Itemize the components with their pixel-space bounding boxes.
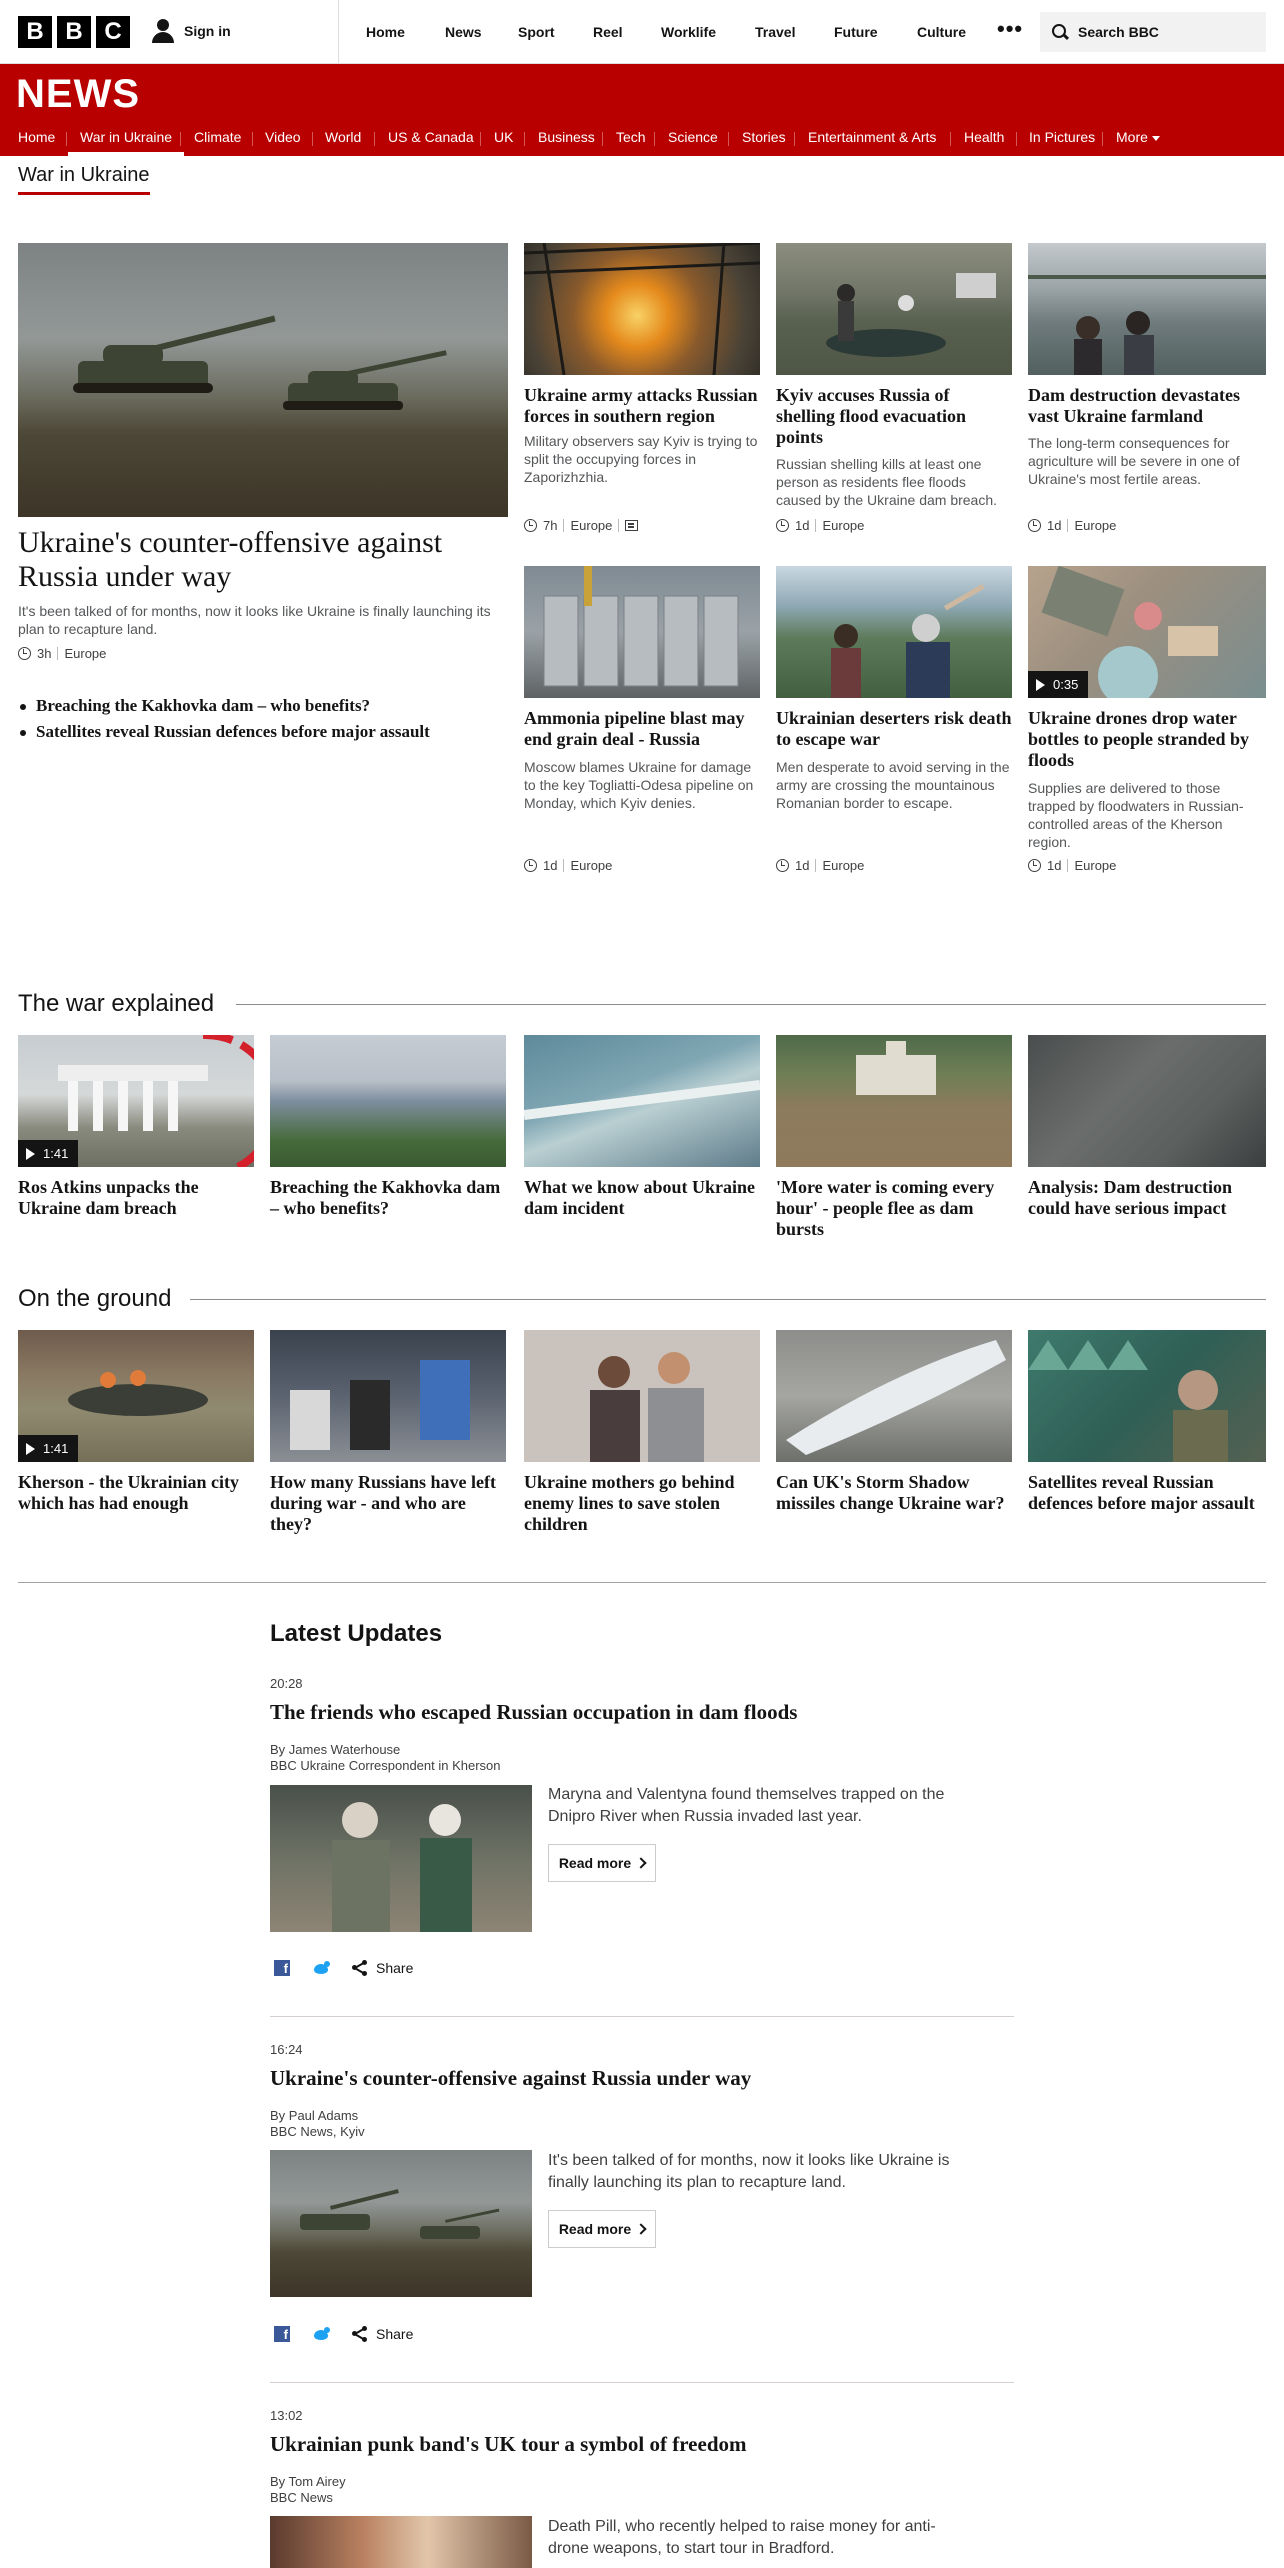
signin-label: Sign in	[184, 23, 231, 39]
timestamp: 1d	[1047, 518, 1062, 533]
card-image-storm-shadow-missile[interactable]	[776, 1330, 1012, 1462]
search-placeholder: Search BBC	[1078, 24, 1159, 40]
post-byline: By Tom Airey	[270, 2474, 346, 2489]
timestamp: 1d	[795, 518, 810, 533]
global-nav-home[interactable]: Home	[366, 24, 405, 40]
post-time: 13:02	[270, 2408, 303, 2423]
post-time: 20:28	[270, 1676, 303, 1691]
timestamp: 1d	[543, 858, 558, 873]
video-duration-badge	[18, 1435, 78, 1462]
news-nav-climate[interactable]: Climate	[194, 129, 242, 145]
topic-tag[interactable]: Europe	[64, 646, 107, 661]
post-image-punk-band[interactable]	[270, 2516, 532, 2568]
card-headline[interactable]: Kherson - the Ukrainian city which has had enough	[18, 1472, 240, 1513]
post-divider	[270, 2016, 1014, 2017]
story-meta	[524, 518, 638, 533]
story-image-flood-evacuation[interactable]	[776, 243, 1012, 375]
logo-letter: C	[96, 16, 130, 48]
news-nav-us-canada[interactable]: US & Canada	[388, 129, 474, 145]
video-duration-badge	[1028, 671, 1088, 698]
share-label: Share	[376, 2326, 414, 2342]
global-nav-worklife[interactable]: Worklife	[661, 24, 716, 40]
news-nav-home[interactable]: Home	[18, 129, 56, 145]
read-more-button[interactable]	[548, 1844, 656, 1882]
read-more-label: Read more	[558, 1855, 632, 1871]
post-image-women[interactable]	[270, 1785, 532, 1932]
play-icon	[1036, 679, 1045, 691]
video-duration: 1:41	[43, 1146, 69, 1161]
post-byline-role: BBC News	[270, 2490, 333, 2505]
news-nav-more[interactable]	[1116, 122, 1160, 156]
global-nav-future[interactable]: Future	[834, 24, 878, 40]
section-rule	[190, 1299, 1266, 1300]
clock-icon	[524, 519, 537, 532]
news-nav	[0, 122, 1284, 156]
global-nav-reel[interactable]: Reel	[593, 24, 623, 40]
bbc-logo[interactable]	[18, 16, 130, 48]
card-headline[interactable]: Ros Atkins unpacks the Ukraine dam breach	[18, 1177, 199, 1218]
story-image-flooded-farmland[interactable]	[1028, 243, 1266, 375]
topic-tag[interactable]: Europe	[1074, 858, 1117, 873]
more-label: More	[1116, 129, 1148, 145]
story-headline[interactable]: Ukraine drones drop water bottles to people stranded by floods	[1028, 708, 1250, 770]
comments-icon[interactable]	[625, 520, 638, 531]
lead-headline[interactable]: Ukraine's counter-offensive against Russia under way	[18, 526, 443, 593]
related-link[interactable]: Satellites reveal Russian defences before major assault	[18, 722, 430, 742]
play-icon	[26, 1148, 35, 1160]
news-nav-in-pictures[interactable]: In Pictures	[1029, 129, 1096, 145]
story-image-artillery[interactable]	[524, 243, 760, 375]
lead-image-tanks[interactable]	[18, 243, 508, 517]
related-link[interactable]: Breaching the Kakhovka dam – who benefits?	[18, 696, 430, 716]
card-image-flooded-town[interactable]	[776, 1035, 1012, 1167]
story-headline[interactable]: Ammonia pipeline blast may end grain deal - Russia	[524, 708, 745, 749]
post-time: 16:24	[270, 2042, 303, 2057]
timestamp: 1d	[795, 858, 810, 873]
clock-icon	[1028, 859, 1041, 872]
play-icon	[26, 1443, 35, 1455]
bbc-masthead	[0, 0, 1284, 64]
card-headline[interactable]: What we know about Ukraine dam incident	[524, 1177, 756, 1218]
card-headline[interactable]: Analysis: Dam destruction could have serious impact	[1028, 1177, 1233, 1218]
post-image-tanks[interactable]	[270, 2150, 532, 2297]
post-byline: By James Waterhouse	[270, 1742, 401, 1757]
post-byline-role: BBC Ukraine Correspondent in Kherson	[270, 1758, 501, 1773]
facebook-icon[interactable]: f	[274, 2326, 290, 2342]
story-summary: Moscow blames Ukraine for damage to the key Togliatti-Odesa pipeline on Monday, which Kyiv denies.	[524, 759, 754, 811]
story-image-drone-water[interactable]	[1028, 566, 1266, 698]
search-icon	[1052, 24, 1068, 40]
timestamp: 3h	[37, 646, 52, 661]
news-nav-business[interactable]: Business	[538, 129, 595, 145]
section-divider	[18, 1582, 1266, 1583]
logo-letter: B	[57, 16, 91, 48]
clock-icon	[524, 859, 537, 872]
post-byline: By Paul Adams	[270, 2108, 359, 2123]
read-more-label: Read more	[558, 2221, 632, 2237]
share-icon	[352, 2326, 368, 2342]
news-banner	[0, 64, 1284, 156]
global-nav-travel[interactable]: Travel	[755, 24, 796, 40]
news-nav-tech[interactable]: Tech	[616, 129, 646, 145]
story-meta	[776, 858, 864, 873]
lead-summary: It's been talked of for months, now it looks like Ukraine is finally launching its plan to recapture land.	[18, 603, 491, 637]
story-meta	[524, 858, 612, 873]
news-nav-war-in-ukraine[interactable]: War in Ukraine	[80, 122, 172, 156]
news-nav-health[interactable]: Health	[964, 129, 1005, 145]
post-byline-role: BBC News, Kyiv	[270, 2124, 365, 2139]
timestamp: 1d	[1047, 858, 1062, 873]
topic-tag[interactable]: Europe	[570, 518, 613, 533]
story-summary: Military observers say Kyiv is trying to split the occupying forces in Zaporizhzhia.	[524, 433, 758, 485]
story-image-grain-silos[interactable]	[524, 566, 760, 698]
story-image-mountains[interactable]	[776, 566, 1012, 698]
post-divider	[270, 2382, 1014, 2383]
story-summary: The long-term consequences for agriculture will be severe in one of Ukraine's most fertile areas.	[1028, 435, 1240, 487]
story-summary: Russian shelling kills at least one person as residents flee floods caused by the Ukraine dam breach.	[776, 456, 998, 508]
share-label: Share	[376, 1960, 414, 1976]
card-headline[interactable]: Breaching the Kakhovka dam – who benefits?	[270, 1177, 501, 1218]
post-headline[interactable]: The friends who escaped Russian occupation in dam floods	[270, 1700, 798, 1724]
card-image-satellite-defences[interactable]	[1028, 1330, 1266, 1462]
post-summary: It's been talked of for months, now it looks like Ukraine is finally launching its plan to recapture land.	[548, 2152, 950, 2191]
global-nav-sport[interactable]: Sport	[518, 24, 555, 40]
post-headline[interactable]: Ukraine's counter-offensive against Russia under way	[270, 2066, 752, 2090]
topic-tag[interactable]: Europe	[1074, 518, 1117, 533]
story-meta	[776, 518, 864, 533]
section-title-on-the-ground[interactable]: On the ground	[18, 1285, 172, 1312]
latest-updates-title: Latest Updates	[270, 1620, 443, 1647]
card-headline[interactable]: How many Russians have left during war - and who are they?	[270, 1472, 497, 1534]
story-headline[interactable]: Ukrainian deserters risk death to escape war	[776, 708, 1012, 749]
card-headline[interactable]: Ukraine mothers go behind enemy lines to save stolen children	[524, 1472, 735, 1534]
post-summary: Death Pill, who recently helped to raise money for anti-drone weapons, to start tour in Bradford.	[548, 2518, 936, 2557]
news-nav-science[interactable]: Science	[668, 129, 718, 145]
card-image-dam-satellite[interactable]	[1028, 1035, 1266, 1167]
story-headline[interactable]: Dam destruction devastates vast Ukraine farmland	[1028, 385, 1240, 426]
share-row	[274, 2326, 413, 2342]
twitter-icon[interactable]	[312, 1961, 330, 1975]
story-headline[interactable]: Kyiv accuses Russia of shelling flood evacuation points	[776, 385, 967, 447]
video-duration: 1:41	[43, 1441, 69, 1456]
story-headline[interactable]: Ukraine army attacks Russian forces in southern region	[524, 385, 758, 426]
share-button[interactable]	[352, 1960, 413, 1976]
lead-meta	[18, 646, 106, 661]
clock-icon	[776, 859, 789, 872]
search-input[interactable]	[1040, 12, 1266, 52]
card-image-mother-son[interactable]	[524, 1330, 760, 1462]
global-nav-culture[interactable]: Culture	[917, 24, 966, 40]
facebook-icon[interactable]: f	[274, 1960, 290, 1976]
card-image-dam-aerial[interactable]	[524, 1035, 760, 1167]
post-headline[interactable]: Ukrainian punk band's UK tour a symbol of freedom	[270, 2432, 747, 2456]
twitter-icon[interactable]	[312, 2327, 330, 2341]
card-image-kakhovka-dam[interactable]	[270, 1035, 506, 1167]
chevron-right-icon	[636, 1857, 647, 1868]
clock-icon	[1028, 519, 1041, 532]
logo-letter: B	[18, 16, 52, 48]
news-nav-world[interactable]: World	[325, 129, 362, 145]
news-nav-uk[interactable]: UK	[494, 129, 514, 145]
share-button[interactable]	[352, 2326, 413, 2342]
read-more-button[interactable]	[548, 2210, 656, 2248]
news-nav-video[interactable]: Video	[265, 129, 301, 145]
global-nav-news[interactable]: News	[445, 24, 482, 40]
card-headline[interactable]: Satellites reveal Russian defences before major assault	[1028, 1472, 1255, 1513]
more-menu-icon[interactable]: •••	[997, 16, 1024, 41]
post-summary: Maryna and Valentyna found themselves trapped on the Dnipro River when Russia invaded last year.	[548, 1786, 945, 1825]
video-duration: 0:35	[1053, 677, 1079, 692]
clock-icon	[776, 519, 789, 532]
card-headline[interactable]: 'More water is coming every hour' - people flee as dam bursts	[776, 1177, 995, 1239]
video-image-kherson-boat[interactable]	[18, 1330, 254, 1462]
news-logo[interactable]: NEWS	[16, 72, 140, 116]
news-nav-entertainment-arts[interactable]: Entertainment & Arts	[808, 129, 937, 145]
video-duration-badge	[18, 1140, 78, 1167]
section-rule	[236, 1004, 1266, 1005]
topic-tag[interactable]: Europe	[570, 858, 613, 873]
signin-link[interactable]	[150, 18, 231, 44]
story-summary: Men desperate to avoid serving in the army are crossing the mountainous Romanian border to escape.	[776, 759, 1010, 811]
user-icon	[150, 18, 176, 44]
card-image-crowd[interactable]	[270, 1330, 506, 1462]
share-icon	[352, 1960, 368, 1976]
card-headline[interactable]: Can UK's Storm Shadow missiles change Ukraine war?	[776, 1472, 1005, 1513]
related-links	[18, 696, 430, 748]
timestamp: 7h	[543, 518, 558, 533]
story-meta	[1028, 858, 1116, 873]
clock-icon	[18, 647, 31, 660]
story-meta	[1028, 518, 1116, 533]
topic-tag[interactable]: Europe	[822, 858, 865, 873]
story-summary: Supplies are delivered to those trapped by floodwaters in Russian-controlled areas of the Kherson region.	[1028, 780, 1244, 850]
page-title: War in Ukraine	[18, 164, 150, 186]
global-nav	[338, 0, 1024, 64]
chevron-down-icon	[1152, 136, 1160, 141]
video-image-dam-breach[interactable]	[18, 1035, 254, 1167]
share-row	[274, 1960, 413, 1976]
topic-tag[interactable]: Europe	[822, 518, 865, 533]
section-title-war-explained[interactable]: The war explained	[18, 990, 215, 1017]
news-nav-stories[interactable]: Stories	[742, 129, 786, 145]
chevron-right-icon	[636, 2223, 647, 2234]
